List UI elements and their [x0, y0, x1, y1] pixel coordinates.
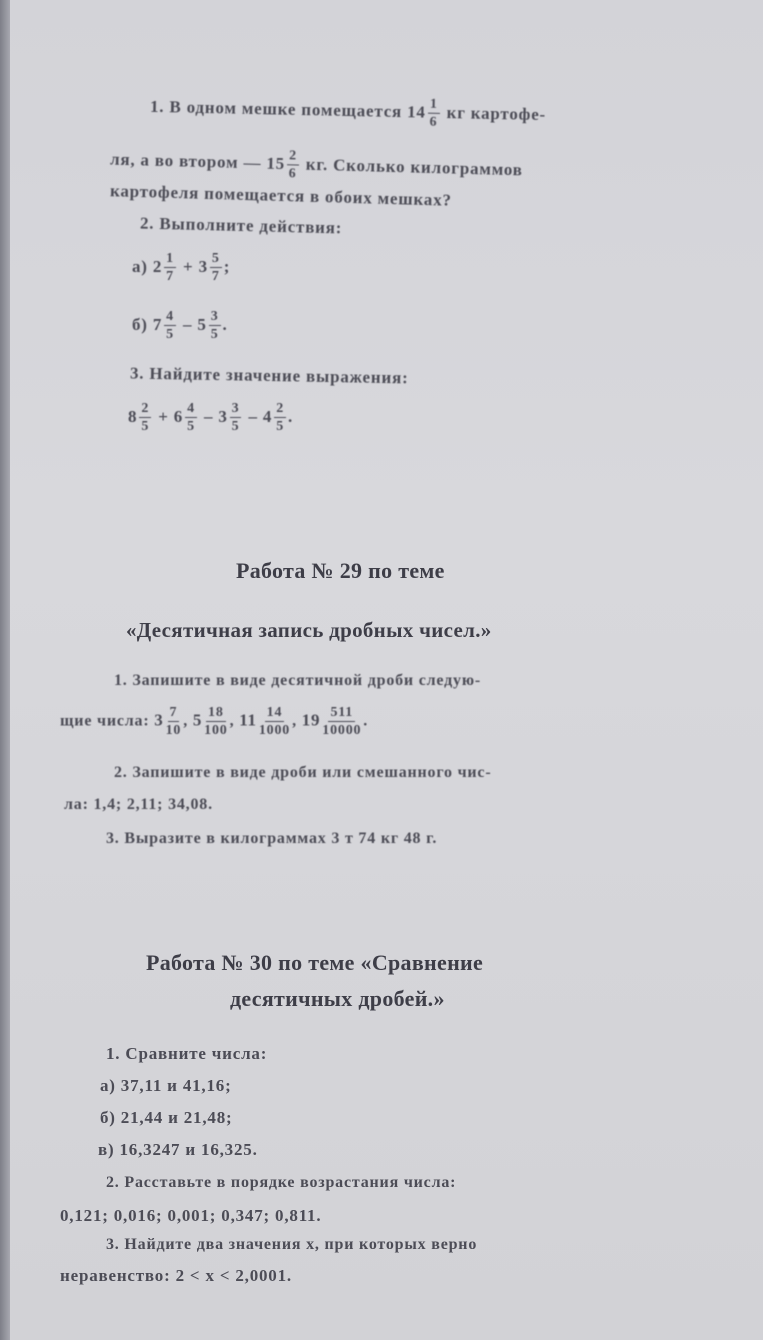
- separator: ,: [292, 712, 297, 730]
- work30-task1: 1. Сравните числа:: [106, 1044, 268, 1063]
- fraction: $\frac{3}{5}$: [210, 309, 219, 342]
- punct: .: [222, 314, 228, 334]
- mixed-whole: 7: [152, 314, 163, 334]
- task1-line2-head: ля, а во втором —: [109, 149, 262, 173]
- mixed-whole: 11: [239, 710, 257, 730]
- mixed-whole: 8: [128, 406, 138, 426]
- fraction: $\frac{14}{1000}$: [258, 705, 291, 738]
- work30-task1c: в) 16,3247 и 16,325.: [98, 1140, 258, 1159]
- work30-title-line2: десятичных дробей.»: [230, 986, 445, 1011]
- work30-title-line1: Работа № 30 по теме «Сравнение: [146, 950, 484, 975]
- work30-task1b: б) 21,44 и 21,48;: [100, 1108, 233, 1127]
- work30-task1a: а) 37,11 и 41,16;: [100, 1076, 232, 1095]
- separator: ,: [229, 712, 235, 730]
- fraction: $\frac{4}{5}$: [166, 309, 174, 342]
- fraction: $\frac{1}{6}$: [429, 96, 438, 130]
- work29-task2-line2: ла: 1,4; 2,11; 34,08.: [64, 796, 213, 813]
- task1-text: 1. В одном мешке помещается: [149, 96, 403, 122]
- task2b-expression: [132, 310, 228, 342]
- operator: +: [158, 406, 169, 426]
- work29-task3: 3. Выразите в килограммах 3 т 74 кг 48 г.: [106, 830, 438, 847]
- mixed-whole: 19: [301, 710, 321, 730]
- fraction: $\frac{7}{10}$: [165, 705, 182, 738]
- task2-title: 2. Выполните действия:: [139, 213, 343, 238]
- work29-subtitle: «Десятичная запись дробных чисел.»: [126, 618, 492, 642]
- mixed-whole: 3: [154, 710, 164, 730]
- mixed-whole: 3: [218, 406, 228, 426]
- mixed-whole: 2: [152, 256, 163, 276]
- fraction: $\frac{18}{100}$: [204, 705, 228, 738]
- task2a-expression: [132, 252, 230, 284]
- fraction: $\frac{2}{5}$: [141, 401, 150, 434]
- work29-title: Работа № 29 по теме: [236, 558, 445, 583]
- operator: –: [248, 406, 258, 426]
- work29-task1-line2: [60, 706, 368, 738]
- task1-line3: картофеля помещается в обоих мешках?: [109, 181, 453, 210]
- punct: ;: [223, 256, 231, 276]
- mixed-whole: 3: [198, 256, 208, 276]
- punct: .: [363, 712, 369, 730]
- mixed-whole: 5: [197, 314, 207, 334]
- fraction: $\frac{511}{10000}$: [322, 705, 362, 738]
- punct: .: [288, 406, 294, 426]
- task1-line2: [110, 145, 523, 188]
- operator: –: [183, 314, 193, 334]
- work30-task3-line1: 3. Найдите два значения x, при которых верно: [106, 1236, 478, 1253]
- separator: ,: [183, 712, 189, 730]
- fraction: $\frac{4}{5}$: [187, 401, 195, 434]
- work30-task2-line1: 2. Расставьте в порядке возрастания числа:: [106, 1174, 457, 1191]
- item-label: б): [132, 314, 148, 334]
- task1-line2-tail: кг. Сколько килограммов: [305, 154, 523, 180]
- work30-task2-line2: 0,121; 0,016; 0,001; 0,347; 0,811.: [60, 1206, 322, 1225]
- task1-tail: кг картофе-: [446, 102, 547, 125]
- work29-task2-line1: 2. Запишите в виде дроби или смешанного чис-: [114, 764, 492, 781]
- fraction: $\frac{2}{6}$: [288, 148, 298, 182]
- fraction: $\frac{1}{7}$: [166, 251, 174, 284]
- fraction: $\frac{5}{7}$: [211, 251, 220, 284]
- item-label: а): [132, 256, 148, 276]
- mixed-whole: 4: [262, 406, 273, 426]
- task3-title: 3. Найдите значение выражения:: [129, 363, 409, 388]
- mixed-whole: 15: [266, 153, 286, 174]
- work29-task1-line1: 1. Запишите в виде десятичной дроби следую-: [114, 672, 481, 689]
- mixed-whole: 5: [192, 710, 203, 730]
- task3-expression: [128, 402, 293, 434]
- operator: –: [203, 406, 214, 426]
- book-page: [10, 0, 763, 1340]
- operator: +: [183, 256, 194, 276]
- mixed-whole: 6: [173, 406, 184, 426]
- work30-task3-line2: неравенство: 2 < x < 2,0001.: [60, 1266, 292, 1285]
- fraction: $\frac{3}{5}$: [231, 401, 240, 434]
- task-head: щие числа:: [60, 712, 150, 730]
- mixed-whole: 14: [406, 102, 426, 122]
- fraction: $\frac{2}{5}$: [276, 401, 284, 434]
- task1-line1: [150, 92, 547, 132]
